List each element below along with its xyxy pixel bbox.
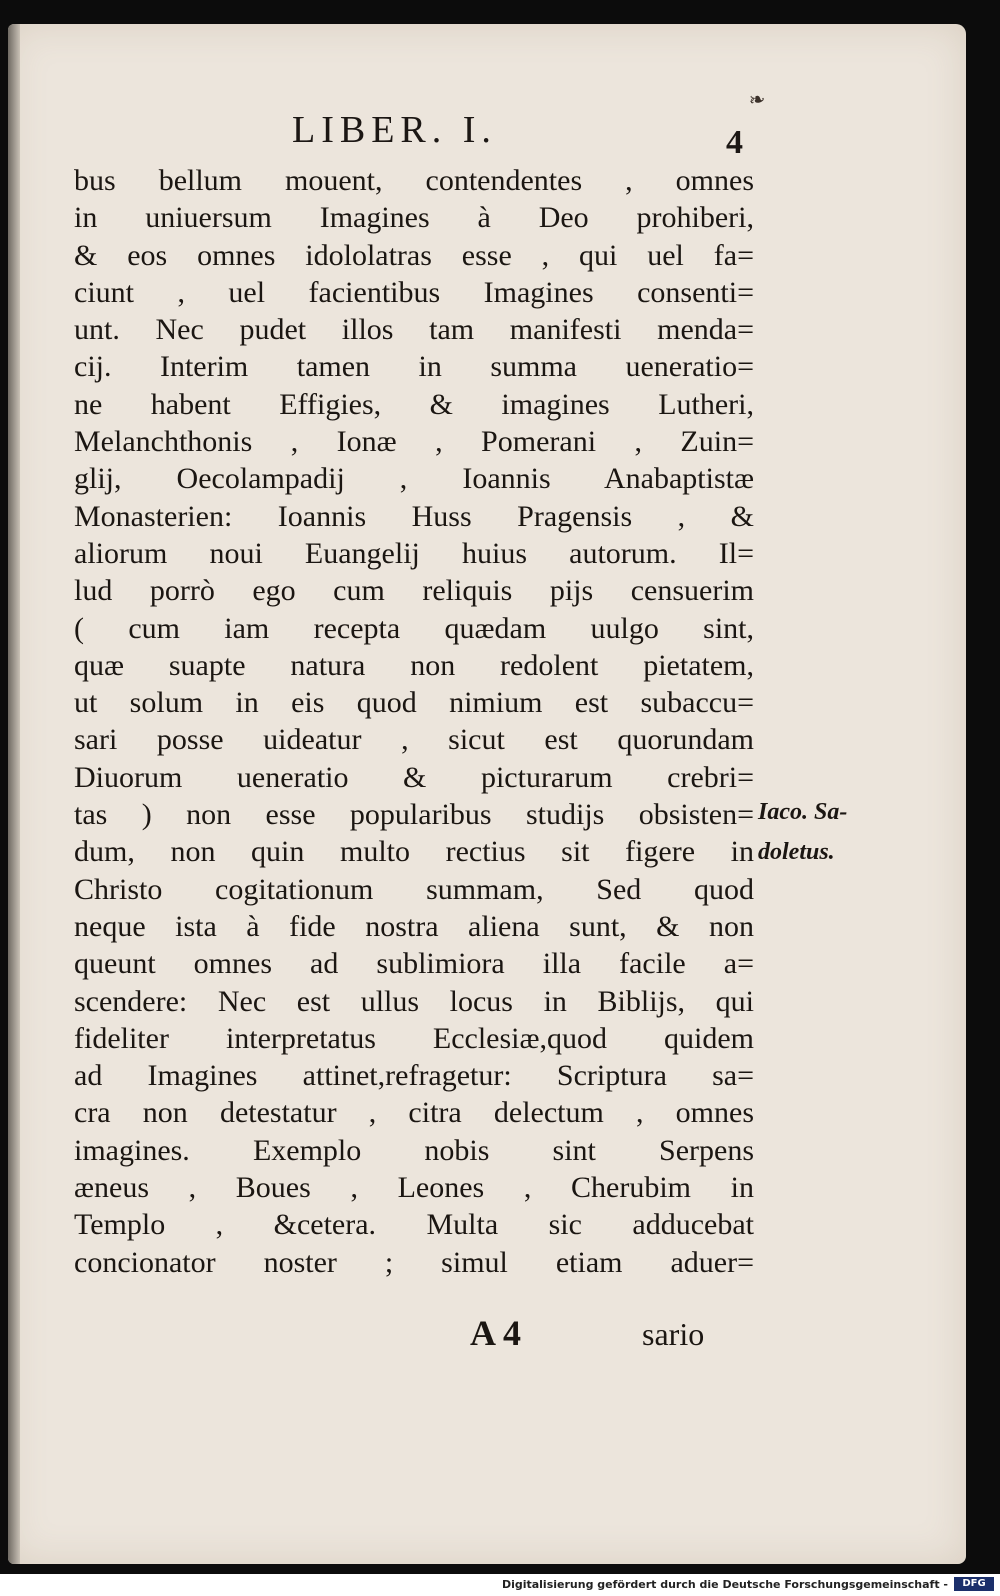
text-line: sari posse uideatur , sicut est quorundam bbox=[74, 723, 754, 757]
text-line: dum, non quin multo rectius sit figere in bbox=[74, 835, 754, 869]
text-line: queunt omnes ad sublimiora illa facile a= bbox=[74, 947, 754, 981]
text-line: cra non detestatur , citra delectum , omnes bbox=[74, 1096, 754, 1130]
text-line: & eos omnes idololatras esse , qui uel fa= bbox=[74, 238, 754, 272]
text-line: æneus , Boues , Leones , Cherubim in bbox=[74, 1171, 754, 1205]
catch-line bbox=[8, 1308, 966, 1358]
text-line: Templo , &cetera. Multa sic adducebat bbox=[74, 1208, 754, 1242]
text-line: ut solum in eis quod nimium est subaccu= bbox=[74, 686, 754, 720]
page-number: 4 bbox=[726, 124, 743, 161]
text-line: aliorum noui Euangelij huius autorum. Il= bbox=[74, 536, 754, 570]
text-line: Monasterien: Ioannis Huss Pragensis , & bbox=[74, 499, 754, 533]
text-line: glij, Oecolampadij , Ioannis Anabaptistæ bbox=[74, 462, 754, 496]
marginal-note bbox=[758, 792, 868, 872]
signature-mark: A 4 bbox=[470, 1313, 522, 1353]
marginal-note-line: Iaco. Sa- bbox=[758, 799, 848, 825]
text-line: concionator noster ; simul etiam aduer= bbox=[74, 1245, 754, 1279]
text-line: Melanchthonis , Ionæ , Pomerani , Zuin= bbox=[74, 425, 754, 459]
page-header bbox=[8, 94, 966, 161]
catchword: sario bbox=[642, 1316, 705, 1352]
text-line: Christo cogitationum summam, Sed quod bbox=[74, 872, 754, 906]
text-line: fideliter interpretatus Ecclesiæ,quod quidem bbox=[74, 1021, 754, 1055]
digitization-footer bbox=[0, 1574, 1000, 1596]
text-line: bus bellum mouent, contendentes , omnes bbox=[74, 164, 754, 197]
ink-mark-icon: ❧ bbox=[746, 86, 767, 113]
book-page bbox=[8, 24, 966, 1564]
funding-credit: Digitalisierung gefördert durch die Deutsche Forschungsgemeinschaft - bbox=[501, 1578, 948, 1591]
text-line: ne habent Effigies, & imagines Lutheri, bbox=[74, 387, 754, 421]
text-line: in uniuersum Imagines à Deo prohiberi, bbox=[74, 201, 754, 235]
text-line: quæ suapte natura non redolent pietatem, bbox=[74, 648, 754, 682]
text-line: Diuorum ueneratio & picturarum crebri= bbox=[74, 760, 754, 794]
body-text bbox=[74, 162, 754, 1281]
text-line: ad Imagines attinet,refragetur: Scriptura sa= bbox=[74, 1059, 754, 1093]
text-line: unt. Nec pudet illos tam manifesti menda= bbox=[74, 313, 754, 347]
text-line: cij. Interim tamen in summa ueneratio= bbox=[74, 350, 754, 384]
running-head: LIBER. I. bbox=[292, 109, 497, 151]
text-line: ciunt , uel facientibus Imagines consenti= bbox=[74, 275, 754, 309]
text-line: lud porrò ego cum reliquis pijs censuerim bbox=[74, 574, 754, 608]
text-line: imagines. Exemplo nobis sint Serpens bbox=[74, 1133, 754, 1167]
text-line: tas ) non esse popularibus studijs obsisten= bbox=[74, 798, 754, 832]
text-line: ( cum iam recepta quædam uulgo sint, bbox=[74, 611, 754, 645]
text-line: scendere: Nec est ullus locus in Biblijs, qui bbox=[74, 984, 754, 1018]
text-line: neque ista à fide nostra aliena sunt, & non bbox=[74, 909, 754, 943]
dfg-logo: DFG bbox=[954, 1577, 994, 1591]
marginal-note-line: doletus. bbox=[758, 839, 835, 865]
